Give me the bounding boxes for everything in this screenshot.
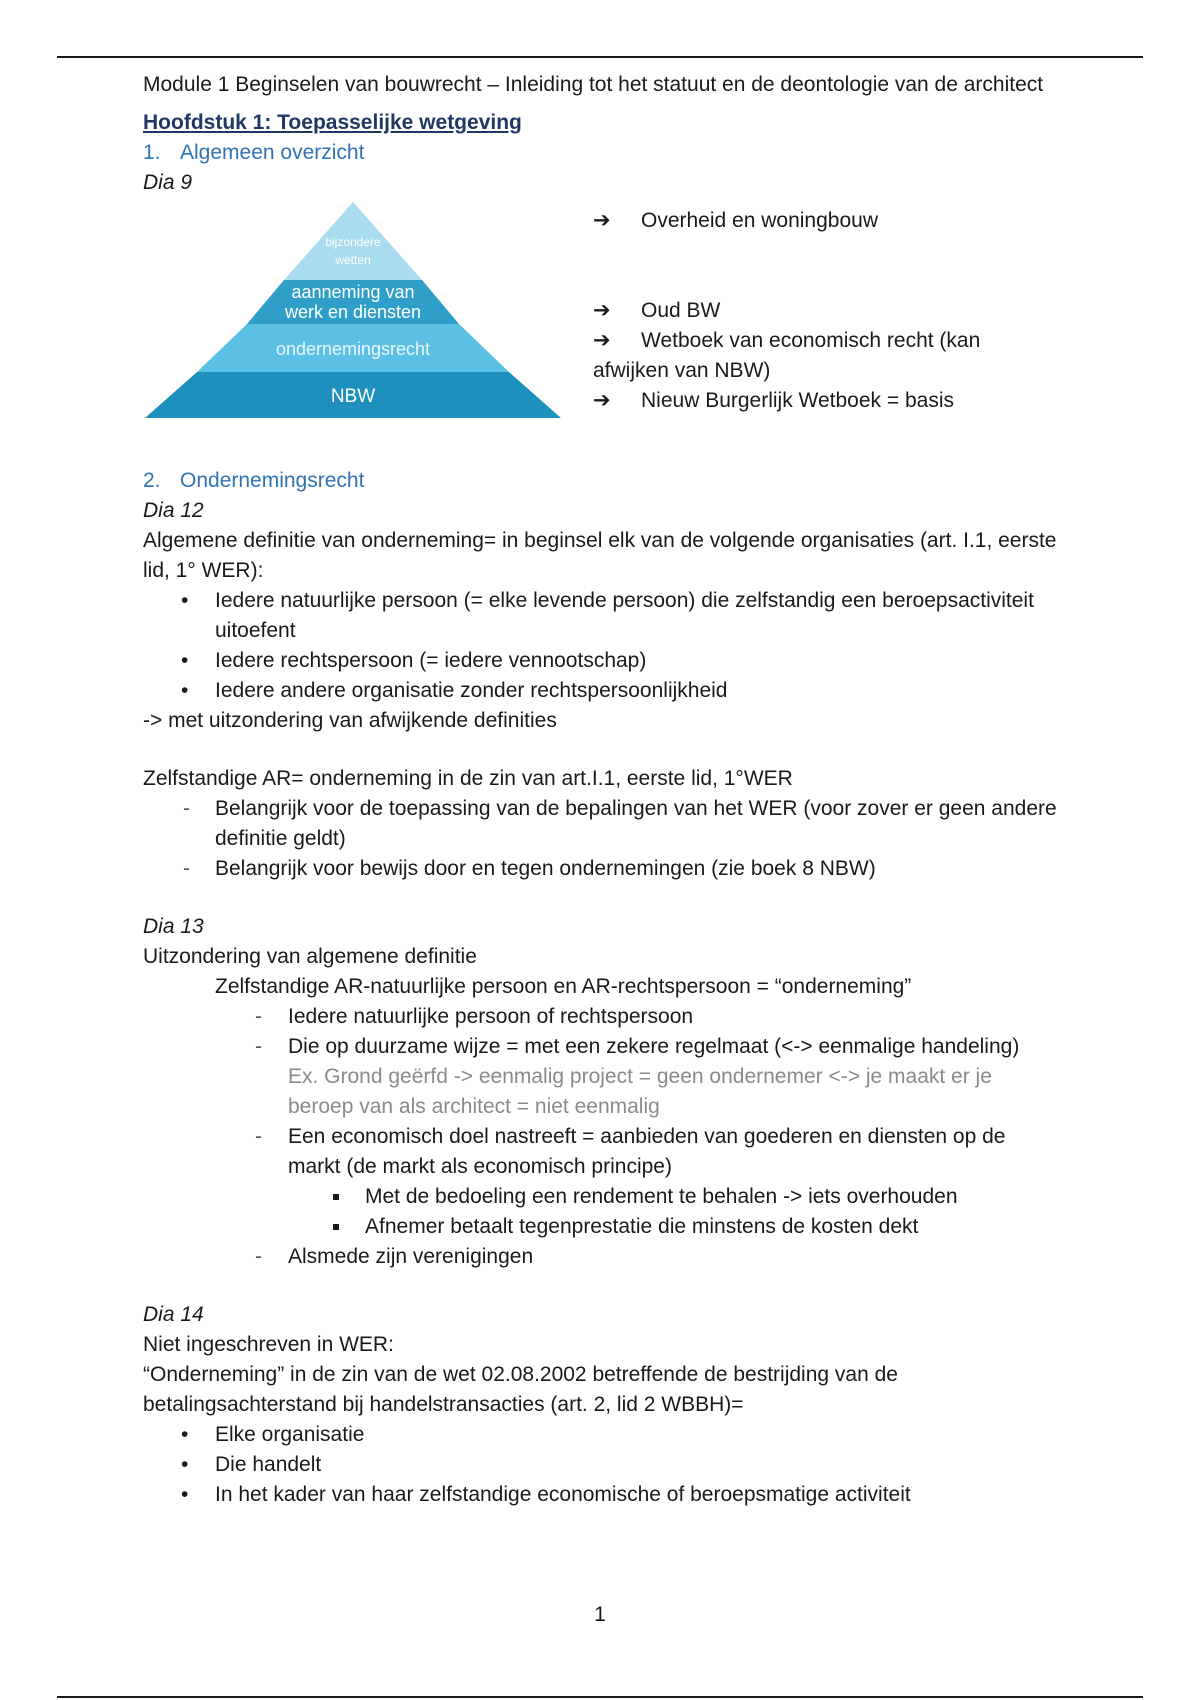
criteria-dash-list xyxy=(143,1002,1063,1182)
pyramid-explanations xyxy=(593,198,1063,416)
pyramid-label-bijzondere: bijzondere xyxy=(325,235,381,249)
arrow-icon: ➔ xyxy=(593,389,611,412)
arrow-item-2 xyxy=(593,296,1063,326)
pyramid-label-nbw: NBW xyxy=(330,386,376,407)
section-heading-1 xyxy=(143,138,1063,168)
section-heading-2 xyxy=(143,466,1063,496)
criteria-dash-list-end xyxy=(143,1242,1063,1272)
wbbh-definition: “Onderneming” in de zin van de wet 02.08.2002 betreffende de bestrijding van de betalingsachterstand bij handelstransacties (art. 2, lid 2 WBBH)= xyxy=(143,1363,898,1416)
arrow-text-3: Wetboek van economisch recht (kan xyxy=(641,329,981,352)
pyramid-label-ondernemingsrecht: ondernemingsrecht xyxy=(275,339,431,359)
chapter-heading: Hoofdstuk 1: Toepasselijke wetgeving xyxy=(143,111,522,134)
list-item: - Belangrijk voor de toepassing van de bepalingen van het WER (voor zover er geen andere definitie geldt) xyxy=(143,794,1063,854)
list-item: Met de bedoeling een rendement te behalen -> iets overhouden xyxy=(143,1182,1063,1212)
list-item xyxy=(143,1032,1063,1122)
list-item: • Iedere natuurlijke persoon (= elke levende persoon) die zelfstandig een beroepsactiviteit uitoefent xyxy=(143,586,1063,646)
pyramid-label-aanneming-1: aanneming van xyxy=(291,282,415,302)
exception-note: -> met uitzondering van afwijkende definities xyxy=(143,709,557,732)
criterion-example: Ex. Grond geërfd -> eenmalig project = geen ondernemer <-> je maakt er je beroep van als architect = niet eenmalig xyxy=(288,1065,992,1118)
dia-label-13: Dia 13 xyxy=(143,915,204,938)
exception-heading: Uitzondering van algemene definitie xyxy=(143,945,477,968)
dia-label-12: Dia 12 xyxy=(143,499,204,522)
arrow-item-1 xyxy=(593,206,1063,236)
importance-dash-list xyxy=(143,794,1063,884)
list-item: • Die handelt xyxy=(143,1450,1063,1480)
document-title: Module 1 Beginselen van bouwrecht – Inleiding tot het statuut en de deontologie van de architect xyxy=(143,73,1044,96)
list-item: • Iedere andere organisatie zonder rechtspersoonlijkheid xyxy=(143,676,1063,706)
arrow-icon: ➔ xyxy=(593,209,611,232)
footer-rule xyxy=(57,1696,1143,1698)
section-number-2: 2. xyxy=(143,469,161,492)
list-item: • Iedere rechtspersoon (= iedere vennootschap) xyxy=(143,646,1063,676)
page-content xyxy=(143,70,1063,1510)
not-in-wer-heading: Niet ingeschreven in WER: xyxy=(143,1333,394,1356)
arrow-item-3 xyxy=(593,326,1063,356)
criterion-duurzaam: Die op duurzame wijze = met een zekere regelmaat (<-> eenmalige handeling) xyxy=(288,1035,1020,1058)
pyramid-label-aanneming-2: werk en diensten xyxy=(284,302,422,322)
arrow-icon: ➔ xyxy=(593,299,611,322)
section-title-2: Ondernemingsrecht xyxy=(180,469,365,492)
section-title-1: Algemeen overzicht xyxy=(180,141,365,164)
arrow-text-3-continued: afwijken van NBW) xyxy=(593,359,771,382)
arrow-text-1: Overheid en woningbouw xyxy=(641,209,878,232)
dia-label-14: Dia 14 xyxy=(143,1303,204,1326)
overview-block xyxy=(143,198,1063,466)
header-rule xyxy=(57,56,1143,58)
arrow-icon: ➔ xyxy=(593,329,611,352)
list-item: - Belangrijk voor bewijs door en tegen ondernemingen (zie boek 8 NBW) xyxy=(143,854,1063,884)
list-item: - Iedere natuurlijke persoon of rechtspersoon xyxy=(143,1002,1063,1032)
zelfstandige-ar-onderneming: Zelfstandige AR-natuurlijke persoon en AR-rechtspersoon = “onderneming” xyxy=(215,975,912,998)
dia-label-9: Dia 9 xyxy=(143,171,193,194)
arrow-text-4: Nieuw Burgerlijk Wetboek = basis xyxy=(641,389,955,412)
section-number-1: 1. xyxy=(143,141,161,164)
list-item: Afnemer betaalt tegenprestatie die minstens de kosten dekt xyxy=(143,1212,1063,1242)
economic-goal-square-list xyxy=(143,1182,1063,1242)
list-item: • Elke organisatie xyxy=(143,1420,1063,1450)
legislation-pyramid xyxy=(143,200,563,418)
list-item: - Een economisch doel nastreeft = aanbieden van goederen en diensten op de markt (de markt als economisch principe) xyxy=(143,1122,1063,1182)
list-item: • In het kader van haar zelfstandige economische of beroepsmatige activiteit xyxy=(143,1480,1063,1510)
arrow-text-2: Oud BW xyxy=(641,299,721,322)
arrow-item-4 xyxy=(593,386,1063,416)
zelfstandige-ar-definition: Zelfstandige AR= onderneming in de zin van art.I.1, eerste lid, 1°WER xyxy=(143,767,793,790)
list-item: - Alsmede zijn verenigingen xyxy=(143,1242,1063,1272)
definition-bullet-list xyxy=(143,586,1063,706)
wbbh-bullet-list xyxy=(143,1420,1063,1510)
pyramid-label-wetten: wetten xyxy=(335,253,371,267)
page-number: 1 xyxy=(594,1603,606,1626)
general-definition: Algemene definitie van onderneming= in beginsel elk van de volgende organisaties (art. I.1, eerste lid, 1° WER): xyxy=(143,529,1057,582)
